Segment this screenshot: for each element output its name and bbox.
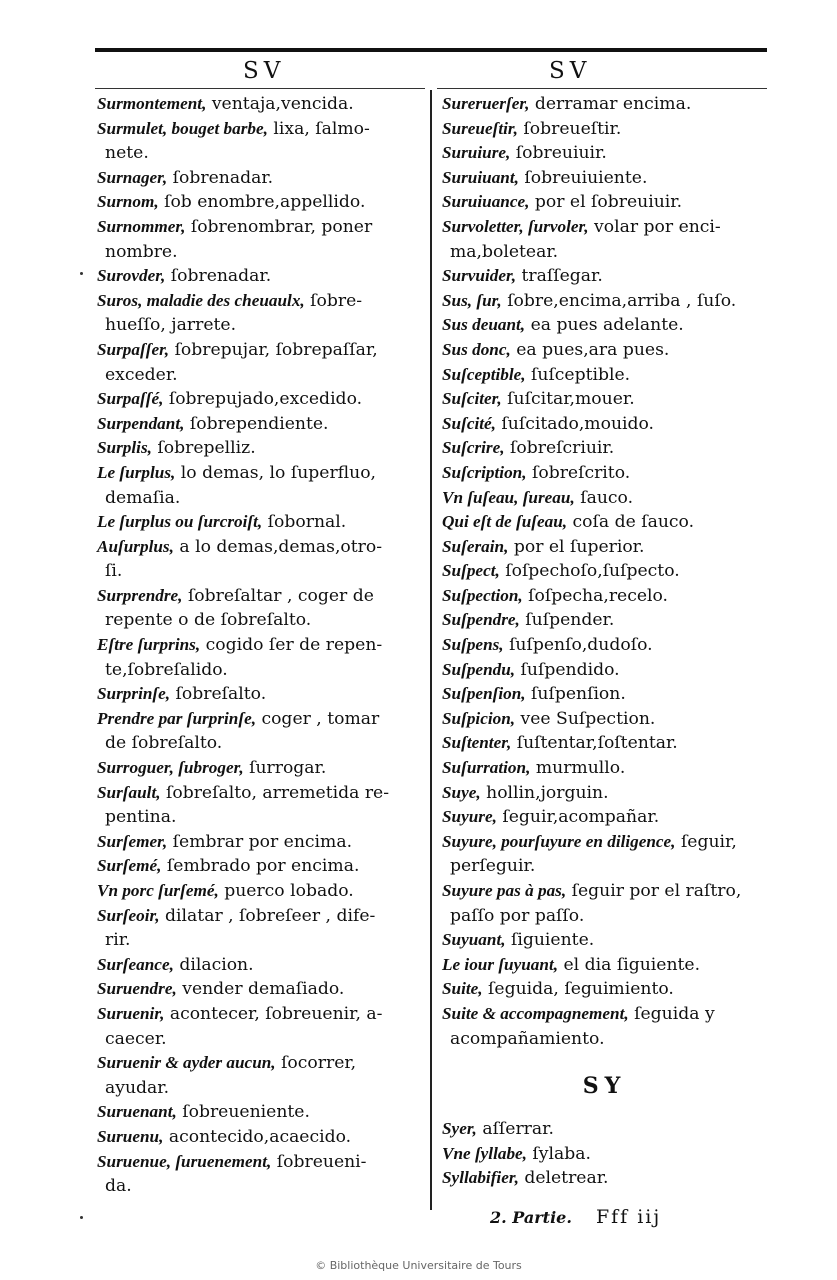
- entry-headword: Surſeoir,: [97, 905, 160, 925]
- entry-continuation: caecer.: [105, 1028, 167, 1049]
- dictionary-entry: [97, 977, 417, 1002]
- dictionary-entry: [442, 117, 767, 142]
- ink-speck: [80, 272, 83, 275]
- entry-translation: ſoſpechoſo,ſuſpecto.: [499, 561, 680, 582]
- entry-translation: ſuſpenſo,dudoſo.: [503, 635, 653, 656]
- entry-headword: Surονder,: [97, 266, 166, 286]
- dictionary-entry: [97, 756, 417, 781]
- entry-headword: Suyuant,: [442, 930, 506, 950]
- entry-headword: Suſcription,: [442, 462, 527, 482]
- dictionary-entry: [97, 387, 417, 412]
- dictionary-entry: [97, 953, 417, 978]
- right-column-sy-entries: [442, 1117, 767, 1191]
- dictionary-entry: [97, 1125, 417, 1150]
- entry-translation: ſuſtentar,ſoſtentar.: [511, 733, 678, 754]
- entry-translation: ſobrenadar.: [165, 266, 272, 287]
- entry-translation: ſeguir por el raſtro,: [566, 881, 742, 901]
- entry-translation: ſobre-: [304, 290, 363, 311]
- entry-translation: ſiguiente.: [505, 930, 595, 951]
- entry-translation: lixa, ſalmo-: [267, 118, 370, 139]
- entry-continuation: nete.: [105, 143, 149, 164]
- entry-translation: cogido ſer de repen-: [200, 635, 383, 656]
- entry-translation: ſobreueni-: [271, 1151, 367, 1172]
- signature-mark: Fff iij: [595, 1206, 662, 1228]
- entry-continuation: perſeguir.: [450, 856, 536, 877]
- dictionary-entry: [442, 1002, 767, 1051]
- entry-headword: Suros, maladie des cheuaulx,: [97, 290, 305, 310]
- entry-continuation: de ſobreſalto.: [105, 733, 223, 754]
- entry-translation: ſobreueſtir.: [517, 118, 622, 139]
- entry-translation: aſſerrar.: [476, 1119, 554, 1140]
- entry-translation: ſob enombre,appellido.: [158, 192, 366, 213]
- dictionary-entry: [97, 412, 417, 437]
- entry-headword: Surſemer,: [97, 831, 168, 851]
- right-column: [442, 92, 767, 1191]
- page-footer: [490, 1206, 661, 1228]
- entry-continuation: da.: [105, 1176, 132, 1197]
- entry-headword: Surſault,: [97, 782, 161, 802]
- entry-headword: Surprendre,: [97, 585, 183, 605]
- entry-translation: ſobreſalto.: [170, 684, 267, 705]
- dictionary-entry: [442, 756, 767, 781]
- entry-translation: ſocorrer,: [275, 1053, 357, 1074]
- entry-translation: dilacion.: [173, 954, 254, 975]
- dictionary-entry: [442, 682, 767, 707]
- entry-translation: deletrear.: [518, 1168, 609, 1189]
- entry-continuation: te,ſobreſalido.: [105, 659, 228, 680]
- entry-translation: acontecer, ſobreuenir, a-: [164, 1003, 383, 1024]
- entry-headword: Surνuider,: [442, 266, 517, 286]
- entry-headword: Surνoletter, ſurνoler,: [442, 216, 589, 236]
- right-head-rule: [437, 88, 767, 89]
- entry-headword: Suyure pas à pas,: [442, 881, 567, 900]
- entry-translation: ea pues,ara pues.: [510, 339, 670, 360]
- entry-headword: Suruenir & ayder aucun,: [97, 1053, 276, 1073]
- entry-translation: hollin,jorguin.: [480, 782, 609, 803]
- entry-translation: ſuſceptible.: [525, 364, 631, 385]
- entry-headword: Suſtenter,: [442, 733, 512, 753]
- entry-translation: ſuſpendido.: [515, 659, 620, 680]
- entry-headword: Surprinſe,: [97, 684, 171, 704]
- entry-translation: ſembrar por encima.: [167, 831, 353, 852]
- entry-translation: a lo demas,demas,otro-: [173, 536, 383, 557]
- entry-headword: Syer,: [442, 1119, 477, 1139]
- entry-headword: Suruenant,: [97, 1102, 177, 1122]
- entry-continuation: exceder.: [105, 364, 178, 385]
- dictionary-entry: [97, 436, 417, 461]
- entry-headword: Suſciter,: [442, 389, 502, 409]
- dictionary-entry: [442, 928, 767, 953]
- entry-translation: ſobreſcrito.: [526, 462, 631, 483]
- dictionary-entry: [442, 338, 767, 363]
- entry-headword: Suruendre,: [97, 979, 177, 999]
- entry-translation: ſobrepujar, ſobrepaſſar,: [169, 339, 378, 360]
- entry-headword: Suſpendre,: [442, 610, 520, 630]
- dictionary-entry: [97, 707, 417, 756]
- dictionary-entry: [97, 117, 417, 166]
- entry-headword: Sureueſtir,: [442, 118, 518, 138]
- entry-translation: el dia ſiguiente.: [558, 954, 701, 975]
- entry-headword: Suruiuant,: [442, 167, 519, 187]
- right-running-head: SV: [549, 58, 592, 84]
- entry-translation: ſobreſalto, arremetida re-: [160, 782, 390, 803]
- entry-headword: Surſemé,: [97, 856, 162, 876]
- entry-headword: Surnom,: [97, 192, 159, 212]
- entry-translation: ſobrenadar.: [167, 167, 274, 188]
- entry-translation: derramar encima.: [529, 94, 692, 114]
- dictionary-entry: [442, 190, 767, 215]
- dictionary-entry: [97, 682, 417, 707]
- entry-headword: Suſcrire,: [442, 438, 505, 458]
- entry-headword: Syllabifier,: [442, 1168, 519, 1188]
- dictionary-entry: [442, 633, 767, 658]
- entry-continuation: demaſia.: [105, 487, 181, 508]
- dictionary-entry: [97, 879, 417, 904]
- right-column-sv-entries: [442, 92, 767, 1051]
- dictionary-entry: [442, 412, 767, 437]
- column-divider: [430, 90, 432, 1210]
- entry-headword: Surmontement,: [97, 94, 207, 113]
- entry-headword: Le iour ſuyuant,: [442, 954, 559, 974]
- dictionary-entry: [97, 633, 417, 682]
- dictionary-entry: [97, 535, 417, 584]
- dictionary-entry: [442, 264, 767, 289]
- entry-translation: por el ſuperior.: [508, 536, 645, 557]
- entry-continuation: repente o de ſobreſalto.: [105, 610, 312, 631]
- entry-headword: Suſurration,: [442, 758, 531, 778]
- dictionary-entry: [97, 510, 417, 535]
- entry-headword: Surnager,: [97, 167, 168, 187]
- dictionary-entry: [442, 608, 767, 633]
- entry-translation: ſauco.: [574, 487, 634, 508]
- entry-translation: acontecido,acaecido.: [163, 1126, 352, 1147]
- entry-headword: Sureruerſer,: [442, 94, 530, 113]
- dictionary-entry: [442, 461, 767, 486]
- entry-translation: dilatar , ſobreſeer , dife-: [159, 905, 376, 926]
- dictionary-entry: [97, 1100, 417, 1125]
- entry-headword: Sus, ſur,: [442, 290, 502, 310]
- dictionary-entry: [442, 879, 767, 928]
- entry-translation: ea pues adelante.: [525, 315, 684, 336]
- entry-translation: ſobreueniente.: [176, 1102, 310, 1123]
- entry-headword: Suſpenſion,: [442, 684, 526, 704]
- dictionary-entry: [97, 92, 417, 117]
- entry-headword: Vn ſuſeau, ſureau,: [442, 487, 575, 507]
- dictionary-entry: [442, 977, 767, 1002]
- entry-headword: Suruenu,: [97, 1126, 164, 1146]
- entry-translation: ſurrogar.: [243, 758, 327, 779]
- entry-continuation: ma,boletear.: [450, 241, 559, 262]
- dictionary-entry: [442, 363, 767, 388]
- entry-translation: ſuſpenſion.: [525, 684, 626, 705]
- entry-headword: Suyure,: [442, 807, 497, 827]
- entry-translation: ſobrenombrar, poner: [185, 216, 373, 237]
- entry-translation: coger , tomar: [256, 708, 380, 729]
- entry-translation: traſſegar.: [516, 266, 603, 287]
- entry-headword: Suſpect,: [442, 561, 500, 581]
- dictionary-entry: [97, 215, 417, 264]
- entry-headword: Le ſurplus,: [97, 462, 176, 482]
- dictionary-entry: [442, 805, 767, 830]
- entry-translation: ſobreſcriuir.: [504, 438, 615, 459]
- entry-continuation: hueſſo, jarrete.: [105, 315, 237, 336]
- entry-headword: Surnommer,: [97, 216, 186, 236]
- dictionary-entry: [97, 904, 417, 953]
- dictionary-entry: [97, 1150, 417, 1199]
- top-rule: [95, 48, 767, 52]
- dictionary-entry: [97, 166, 417, 191]
- entry-translation: volar por enci-: [588, 216, 721, 237]
- dictionary-entry: [442, 830, 767, 879]
- dictionary-entry: [97, 584, 417, 633]
- entry-translation: murmullo.: [530, 758, 626, 779]
- dictionary-entry: [442, 215, 767, 264]
- entry-translation: ſeguir,acompañar.: [496, 807, 660, 828]
- entry-continuation: ayudar.: [105, 1077, 170, 1098]
- dictionary-entry: [97, 854, 417, 879]
- dictionary-entry: [442, 313, 767, 338]
- entry-translation: ſobrepelliz.: [151, 438, 256, 459]
- dictionary-entry: [442, 731, 767, 756]
- entry-translation: ſuſpender.: [519, 610, 615, 631]
- part-label: 2. Partie.: [490, 1208, 572, 1227]
- dictionary-entry: [442, 92, 767, 117]
- entry-headword: Suſpicion,: [442, 708, 516, 728]
- entry-translation: coſa de ſauco.: [567, 512, 695, 533]
- dictionary-entry: [442, 658, 767, 683]
- dictionary-entry: [97, 338, 417, 387]
- entry-translation: ventaja,vencida.: [206, 94, 354, 114]
- dictionary-entry: [442, 1142, 767, 1167]
- entry-headword: Suye,: [442, 782, 481, 802]
- left-running-head: SV: [243, 58, 286, 84]
- entry-headword: Surpaſſer,: [97, 339, 170, 359]
- dictionary-entry: [442, 141, 767, 166]
- entry-headword: Suruenir,: [97, 1003, 165, 1023]
- entry-continuation: rir.: [105, 930, 131, 951]
- entry-headword: Vne ſyllabe,: [442, 1143, 527, 1163]
- entry-headword: Surpendant,: [97, 413, 185, 433]
- dictionary-entry: [97, 1051, 417, 1100]
- dictionary-entry: [97, 190, 417, 215]
- entry-headword: Auſurplus,: [97, 536, 174, 556]
- dictionary-entry: [442, 559, 767, 584]
- dictionary-entry: [97, 830, 417, 855]
- entry-headword: Vn porc ſurſemé,: [97, 881, 219, 900]
- section-heading-sy: SY: [582, 1073, 627, 1100]
- dictionary-entry: [442, 387, 767, 412]
- dictionary-entry: [442, 1117, 767, 1142]
- entry-translation: ſuſcitado,mouido.: [495, 413, 655, 434]
- entry-translation: ſembrado por encima.: [161, 856, 360, 877]
- dictionary-entry: [442, 781, 767, 806]
- entry-translation: por el ſobreuiuir.: [529, 192, 683, 213]
- dictionary-entry: [442, 584, 767, 609]
- dictionary-entry: [442, 166, 767, 191]
- entry-headword: Qui eſt de ſuſeau,: [442, 512, 568, 532]
- dictionary-entry: [97, 461, 417, 510]
- entry-translation: ſobrepujado,excedido.: [163, 389, 363, 410]
- entry-headword: Suyure, pourſuyure en diligence,: [442, 831, 676, 851]
- entry-headword: Surpaſſé,: [97, 389, 164, 409]
- entry-headword: Suite,: [442, 979, 483, 999]
- entry-translation: ſobornal.: [262, 512, 347, 533]
- entry-headword: Suſerain,: [442, 536, 509, 556]
- entry-translation: ſeguir,: [675, 831, 737, 852]
- dictionary-entry: [97, 289, 417, 338]
- entry-headword: Suſceptible,: [442, 364, 526, 384]
- entry-translation: ſobrependiente.: [184, 413, 329, 434]
- dictionary-entry: [442, 707, 767, 732]
- entry-headword: Suſcité,: [442, 413, 496, 433]
- entry-translation: vee Suſpection.: [515, 708, 656, 729]
- entry-translation: ſylaba.: [526, 1143, 591, 1164]
- entry-headword: Suſpendu,: [442, 659, 516, 679]
- left-column: [97, 92, 417, 1199]
- entry-translation: ſobreuiuir.: [510, 143, 607, 164]
- entry-headword: Prendre par ſurprinſe,: [97, 708, 256, 728]
- dictionary-entry: [442, 486, 767, 511]
- entry-translation: ſobreſaltar , coger de: [182, 585, 374, 606]
- entry-translation: lo demas, lo ſuperfluo,: [175, 462, 377, 483]
- left-head-rule: [95, 88, 425, 89]
- entry-headword: Le ſurplus ou ſurcroiſt,: [97, 512, 263, 532]
- entry-headword: Suruiuance,: [442, 192, 530, 212]
- entry-translation: ſuſcitar,mouer.: [501, 389, 635, 410]
- dictionary-entry: [97, 264, 417, 289]
- entry-translation: ſoſpecha,recelo.: [522, 585, 669, 606]
- entry-translation: ſeguida, ſeguimiento.: [482, 979, 674, 1000]
- entry-headword: Suſpection,: [442, 585, 523, 605]
- entry-translation: puerco lobado.: [218, 881, 354, 901]
- entry-headword: Suite & accompagnement,: [442, 1003, 629, 1023]
- entry-headword: Sus donc,: [442, 339, 511, 359]
- dictionary-entry: [442, 289, 767, 314]
- entry-translation: ſobre,encima,arriba , ſuſo.: [501, 290, 737, 311]
- entry-translation: vender demaſiado.: [176, 979, 345, 1000]
- entry-headword: Surplis,: [97, 438, 152, 458]
- entry-translation: ſeguida y: [628, 1003, 715, 1024]
- dictionary-entry: [442, 436, 767, 461]
- entry-headword: Sus deuant,: [442, 315, 526, 335]
- entry-headword: Surmulet, bouget barbe,: [97, 118, 268, 138]
- entry-continuation: paſſo por paſſo.: [450, 905, 585, 926]
- entry-headword: Surſeance,: [97, 954, 174, 974]
- entry-continuation: pentina.: [105, 807, 177, 828]
- dictionary-entry: [442, 1166, 767, 1191]
- entry-headword: Eſtre ſurprins,: [97, 635, 201, 655]
- dictionary-entry: [442, 953, 767, 978]
- entry-headword: Suruiure,: [442, 143, 511, 163]
- entry-headword: Surroguer, ſubroger,: [97, 758, 244, 778]
- dictionary-entry: [97, 1002, 417, 1051]
- entry-headword: Suruenue, ſuruenement,: [97, 1151, 272, 1171]
- entry-continuation: ſi.: [105, 561, 123, 582]
- dictionary-entry: [442, 510, 767, 535]
- ink-speck: [80, 1216, 83, 1219]
- dictionary-entry: [97, 781, 417, 830]
- entry-headword: Suſpens,: [442, 635, 504, 655]
- entry-continuation: acompañamiento.: [450, 1028, 605, 1049]
- entry-translation: ſobreuiuiente.: [518, 167, 648, 188]
- copyright-notice: © Bibliothèque Universitaire de Tours: [315, 1259, 522, 1272]
- dictionary-entry: [442, 535, 767, 560]
- entry-continuation: nombre.: [105, 241, 178, 262]
